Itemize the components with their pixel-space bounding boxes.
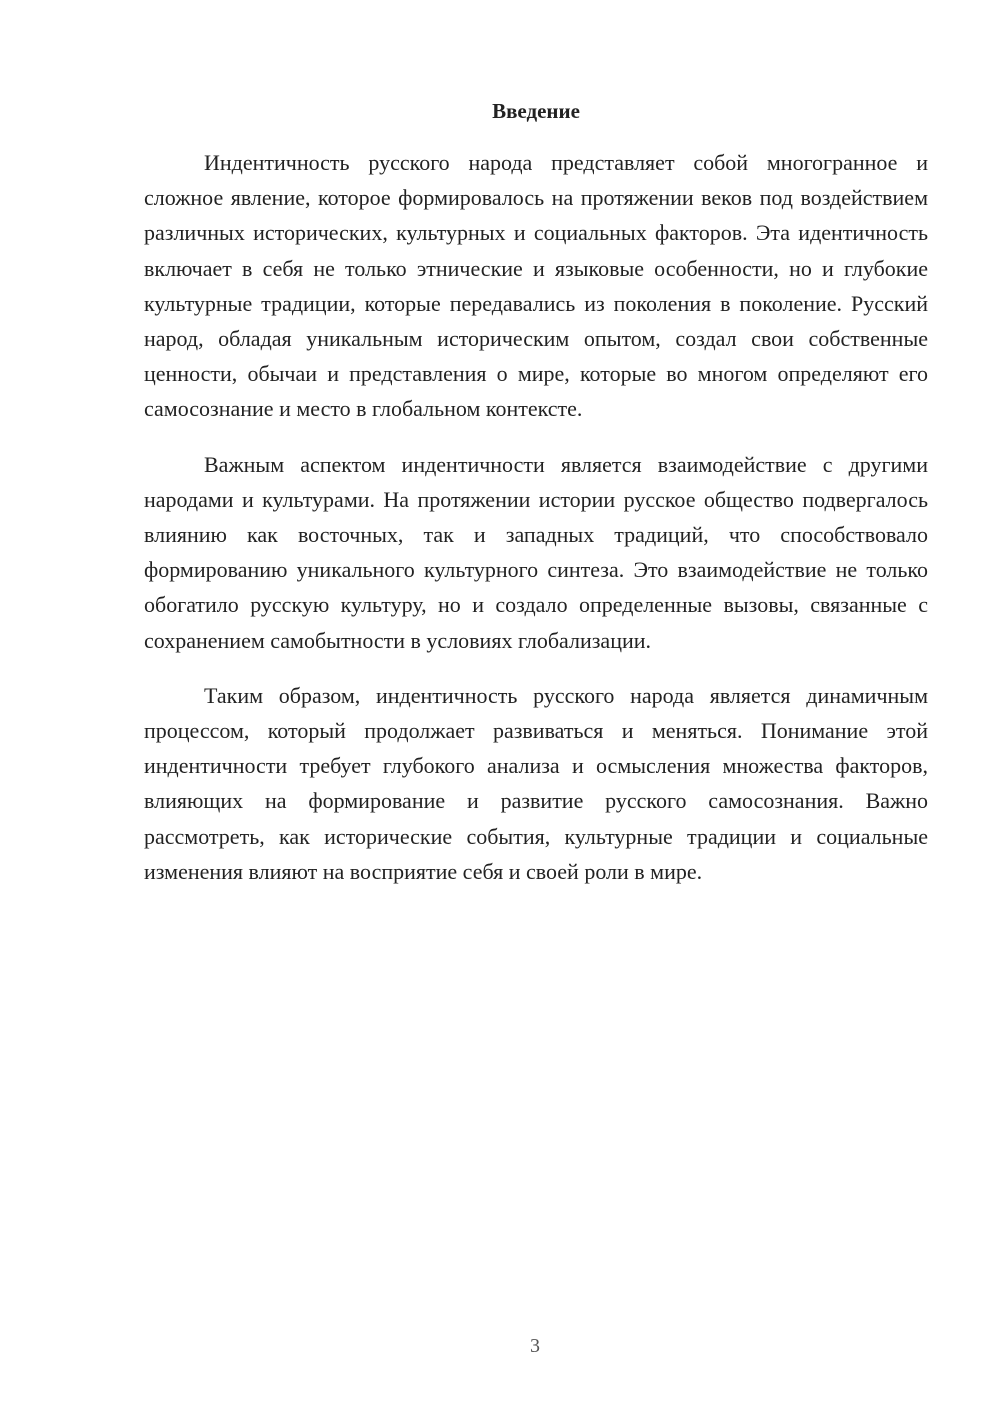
paragraph-3: Таким образом, индентичность русского народа является динамичным процессом, который продолжает развиваться и меняться. Понимание этой индентичности требует глубокого анализа и осмысления множества факторов, влияющих на формирование и развитие русского самосознания. Важно рассмотреть, как исторические события, культурные традиции и социальные изменения влияют на восприятие себя и своей роли в мире. <box>144 682 928 884</box>
page-content <box>144 97 928 909</box>
section-heading: Введение <box>492 99 580 123</box>
paragraph-2: Важным аспектом индентичности является взаимодействие с другими народами и культурами. На протяжении истории русское общество подвергалось влиянию как восточных, так и западных традиций, что способствовало формированию уникального культурного синтеза. Это взаимодействие не только обогатило русскую культуру, но и создало определенные вызовы, связанные с сохранением самобытности в условиях глобализации. <box>144 451 928 653</box>
page-number: 3 <box>530 1335 540 1357</box>
paragraph-1: Индентичность русского народа представляет собой многогранное и сложное явление, которое формировалось на протяжении веков под воздействием различных исторических, культурных и социальных факторов. Эта идентичность включает в себя не только этнические и языковые особенности, но и глубокие культурные традиции, которые передавались из поколения в поколение. Русский народ, обладая уникальным историческим опытом, создал свои собственные ценности, обычаи и представления о мире, которые во многом определяют его самосознание и место в глобальном контексте. <box>144 150 928 422</box>
